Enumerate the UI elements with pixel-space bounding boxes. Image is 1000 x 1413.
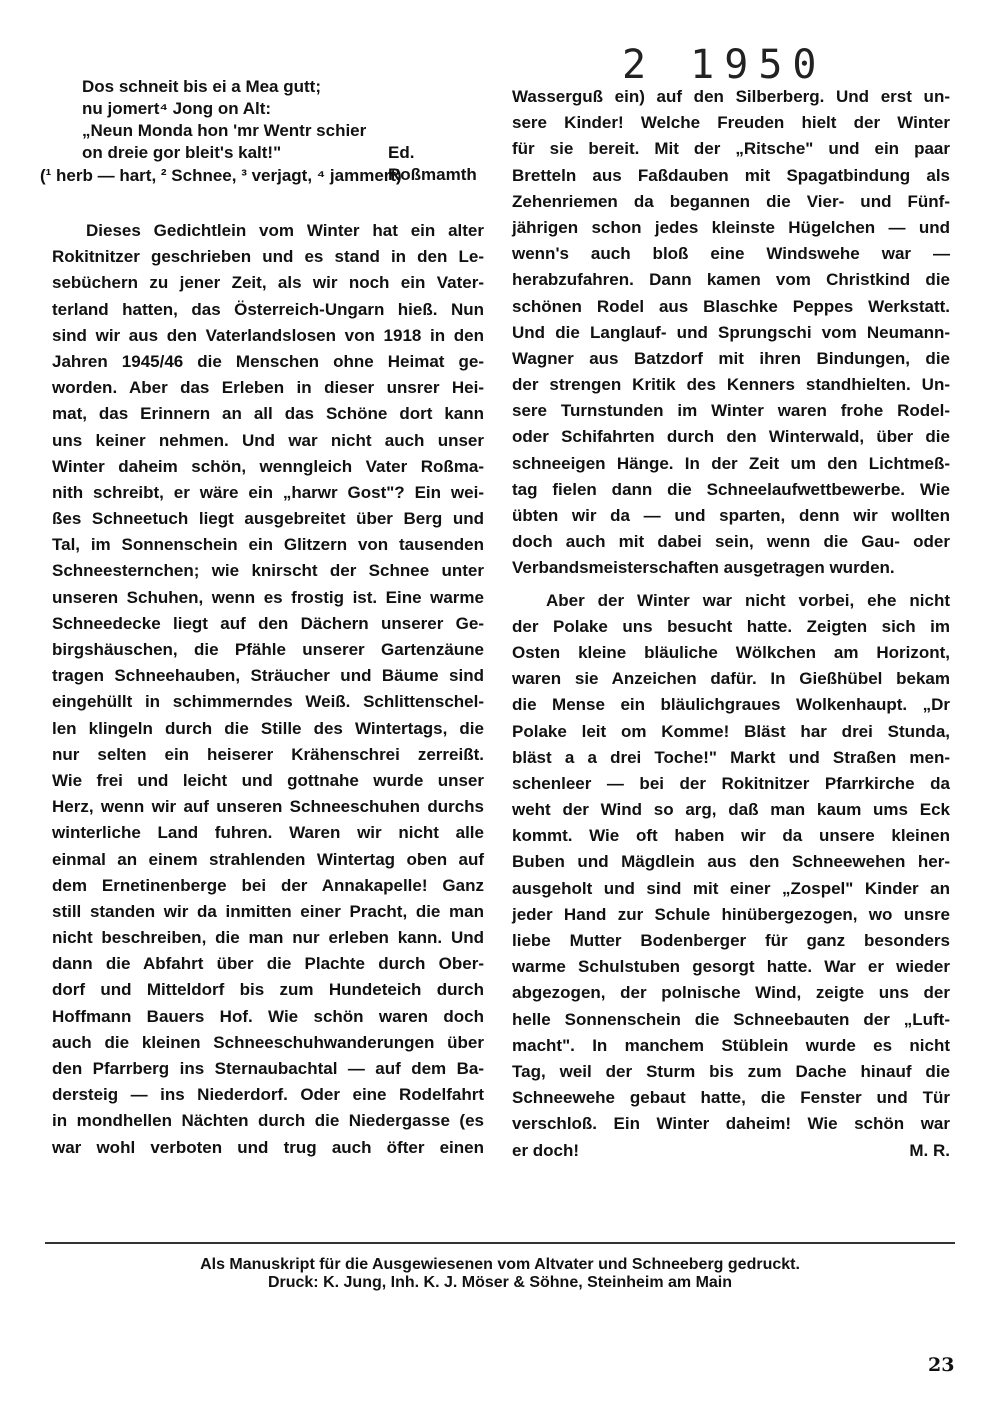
imprint-line: Als Manuskript für die Ausgewiesenen vom Altvater und Schneeberg gedruckt. bbox=[200, 1256, 800, 1273]
signature: M. R. bbox=[909, 1140, 950, 1160]
text-line: terland hatten, das Österreich-Ungarn hieß. Nun bbox=[52, 299, 484, 319]
text-line: nicht beschreiben, die man nur erleben kann. Und bbox=[52, 928, 484, 948]
text-line: Wasserguß ein) auf den Silberberg. Und erst un- bbox=[512, 87, 950, 106]
text-line: birgshäuschen, die Pfähle unserer Gartenzäune bbox=[52, 640, 484, 659]
text-line: bläst a a drei Toche!" Markt und Straßen men- bbox=[512, 747, 950, 767]
text-line: der Polake uns besucht hatte. Zeigten sich im bbox=[512, 616, 950, 636]
right-column bbox=[512, 84, 950, 1164]
text-line: waren sie Anzeichen dafür. In Gießhübel bekam bbox=[512, 669, 950, 689]
text-line: Buben und Mägdlein aus den Schneewehen her- bbox=[512, 852, 950, 872]
text-line: für sie bereit. Mit der „Ritsche" und ein paar bbox=[512, 139, 950, 159]
text-line: sind wir aus den Vaterlandslosen von 1918 in den bbox=[52, 325, 484, 345]
text-line: einmal an einem strahlenden Wintertag oben auf bbox=[52, 849, 484, 869]
text-line: unseren Schuhen, wenn es frostig ist. Eine warme bbox=[52, 587, 484, 607]
text-line: Verbandsmeisterschaften ausgetragen wurden. bbox=[512, 558, 895, 578]
text-line: warme Schulstuben gesorgt hatte. War er wieder bbox=[512, 957, 950, 977]
text-line: die Mense ein bläulichgraues Wolkenhaupt. „Dr bbox=[512, 695, 950, 715]
text-line: Schneesternchen; wie knirscht der Schnee unter bbox=[52, 561, 484, 581]
text-line: dersteig — ins Niederdorf. Oder eine Rodelfahrt bbox=[52, 1085, 484, 1105]
text-line: still standen wir da inmitten einer Pracht, die man bbox=[52, 901, 484, 921]
poem-line: Dos schneit bis ei a Mea gutt; bbox=[82, 77, 321, 96]
text-line: dem Ernetinenberge bei der Annakapelle! Ganz bbox=[52, 875, 484, 895]
poem-author: Ed. Roßmamth bbox=[388, 143, 477, 184]
text-line: nith schreibt, er wäre ein „harwr Gost"? Ein wei- bbox=[52, 482, 484, 502]
text-line: schenleer — bei der Rokitnitzer Pfarrkirche da bbox=[512, 773, 950, 793]
text-line: doch auch mit dabei sein, wenn die Gau- oder bbox=[512, 532, 950, 552]
text-line: Osten kleine bläuliche Wölkchen am Horizont, bbox=[512, 642, 950, 662]
closing-row bbox=[512, 1138, 950, 1164]
text-line: worden. Aber das Erleben in dieser unsrer Hei- bbox=[52, 378, 484, 398]
text-line: oder Schifahrten durch den Winterwald, über die bbox=[512, 427, 950, 447]
text-line: Polake leit om Komme! Bläst har drei Stunda, bbox=[512, 721, 950, 741]
text-line: Tal, im Sonnenschein ein Glitzern von tausenden bbox=[52, 535, 484, 555]
text-line: ßes Schneetuch liegt ausgebreitet über Berg und bbox=[52, 509, 484, 529]
text-line: in mondhellen Nächten durch die Niedergasse (es bbox=[52, 1111, 484, 1131]
text-line: Wie frei und leicht und gottnahe wurde unser bbox=[52, 770, 484, 790]
text-line: dann die Abfahrt über die Plachte durch Ober- bbox=[52, 954, 484, 974]
text-line: Herz, wenn wir auf unseren Schneeschuhen durchs bbox=[52, 797, 484, 817]
text-line: jeder Hand zur Schule hinübergezogen, wo unsre bbox=[512, 904, 950, 924]
text-line: Bretteln aus Faßdauben mit Spagatbindung als bbox=[512, 165, 950, 185]
text-line: Zehenriemen da begannen die Vier- und Fünf- bbox=[512, 191, 950, 211]
text-line: Jahren 1945/46 die Menschen ohne Heimat ge- bbox=[52, 351, 484, 371]
paragraph bbox=[512, 84, 950, 582]
text-line: tragen Schneehauben, Sträucher und Bäume sind bbox=[52, 666, 484, 686]
text-line: dorf und Mitteldorf bis zum Hundeteich durch bbox=[52, 980, 484, 1000]
text-line: schönen Rodel aus Blaschke Peppes Werkstatt. bbox=[512, 296, 950, 316]
text-line: Schneedecke liegt auf den Dächern unserer Ge- bbox=[52, 613, 484, 633]
text-line: weht der Wind so arg, daß man kaum ums Eck bbox=[512, 800, 950, 820]
text-line: winterliche Land fuhren. Waren wir nicht alle bbox=[52, 823, 484, 843]
text-line: herabzufahren. Dann kamen vom Christkind die bbox=[512, 270, 950, 290]
text-line: helle Sonnenschein die Schneebauten der „Luft- bbox=[512, 1009, 950, 1029]
text-line: eingehüllt in schimmerndes Weiß. Schlittenschel- bbox=[52, 692, 484, 712]
text-line: sebüchern zu jener Zeit, als wir noch ein Vater- bbox=[52, 273, 484, 293]
page-number: 23 bbox=[928, 1354, 955, 1376]
text-line: übten wir da — und sparten, denn wir wollten bbox=[512, 506, 950, 525]
poem-line: „Neun Monda hon 'mr Wentr schier bbox=[82, 121, 367, 140]
text-line: len klingeln durch die Stille des Wintertags, die bbox=[52, 718, 484, 738]
text-line: war wohl verboten und trug auch öfter einen bbox=[52, 1137, 484, 1157]
text-line: liebe Mutter Bodenberger für ganz besonders bbox=[512, 931, 950, 950]
text-line: kommt. Wie oft haben wir da unsere kleinen bbox=[512, 826, 950, 846]
paragraph bbox=[512, 588, 950, 1138]
imprint bbox=[0, 1256, 1000, 1292]
text-line: Schneewehe gebaut hatte, die Fenster und Tür bbox=[512, 1088, 950, 1108]
text-line: wenn's auch bloß eine Windswehe war — bbox=[512, 244, 950, 264]
text-line: der strengen Kritik des Kenners standhielten. Un- bbox=[512, 375, 950, 395]
text-line: tag fielen dann die Schneelaufwettbewerbe. Wie bbox=[512, 479, 950, 499]
text-line: Und die Langlauf- und Sprungschi vom Neumann- bbox=[512, 322, 950, 342]
text-line: schneeigen Hänge. In der Zeit um den Lichtmeß- bbox=[512, 453, 950, 473]
text-line: jährigen schon jedes kleinste Hügelchen — und bbox=[512, 217, 950, 237]
imprint-line: Druck: K. Jung, Inh. K. J. Möser & Söhne, Steinheim am Main bbox=[267, 1274, 733, 1291]
text-line: nur selten ein heiserer Krähenschrei zerreißt. bbox=[52, 744, 484, 764]
text-line: uns keiner nehmen. Und war nicht auch unser bbox=[52, 430, 484, 450]
poem-line: on dreie gor bleit's kalt!" bbox=[82, 143, 282, 162]
closing-text: er doch! bbox=[512, 1140, 580, 1160]
text-line: sere Turnstunden im Winter waren frohe Rodel- bbox=[512, 401, 950, 421]
text-line: auch die kleinen Schneeschuhwanderungen über bbox=[52, 1032, 484, 1052]
poem-footnote: (¹ herb — hart, ² Schnee, ³ verjagt, ⁴ jammert) bbox=[40, 166, 402, 185]
text-line: sere Kinder! Welche Freuden hielt der Winter bbox=[512, 113, 950, 133]
issue-mark: 2 1950 bbox=[622, 42, 827, 88]
text-line: Dieses Gedichtlein vom Winter hat ein alter bbox=[86, 221, 484, 240]
left-column bbox=[52, 218, 484, 1161]
text-line: Winter daheim schön, wenngleich Vater Roßma- bbox=[52, 456, 484, 476]
text-line: Rokitnitzer geschrieben und es stand in den Le- bbox=[52, 247, 484, 267]
poem-line: nu jomert⁴ Jong on Alt: bbox=[82, 99, 272, 118]
text-line: mat, das Erinnern an all das Schöne dort kann bbox=[52, 404, 484, 424]
text-line: ausgeholt und sind mit einer „Zospel" Kinder an bbox=[512, 878, 950, 898]
text-line: abgezogen, der polnische Wind, zeigte uns der bbox=[512, 983, 950, 1003]
text-line: den Pfarrberg ins Sternaubachtal — auf dem Ba- bbox=[52, 1059, 484, 1078]
text-line: Tag, weil der Sturm bis zum Dache hinauf die bbox=[512, 1061, 950, 1081]
text-line: macht". In manchem Stüblein wurde es nicht bbox=[512, 1035, 950, 1055]
text-line: verschloß. Ein Winter daheim! Wie schön war bbox=[512, 1114, 950, 1134]
divider bbox=[45, 1242, 955, 1244]
text-line: Wagner aus Batzdorf mit ihren Bindungen, die bbox=[512, 348, 950, 368]
text-line: Aber der Winter war nicht vorbei, ehe nicht bbox=[546, 590, 950, 610]
text-line: Hoffmann Bauers Hof. Wie schön waren doch bbox=[52, 1006, 484, 1026]
